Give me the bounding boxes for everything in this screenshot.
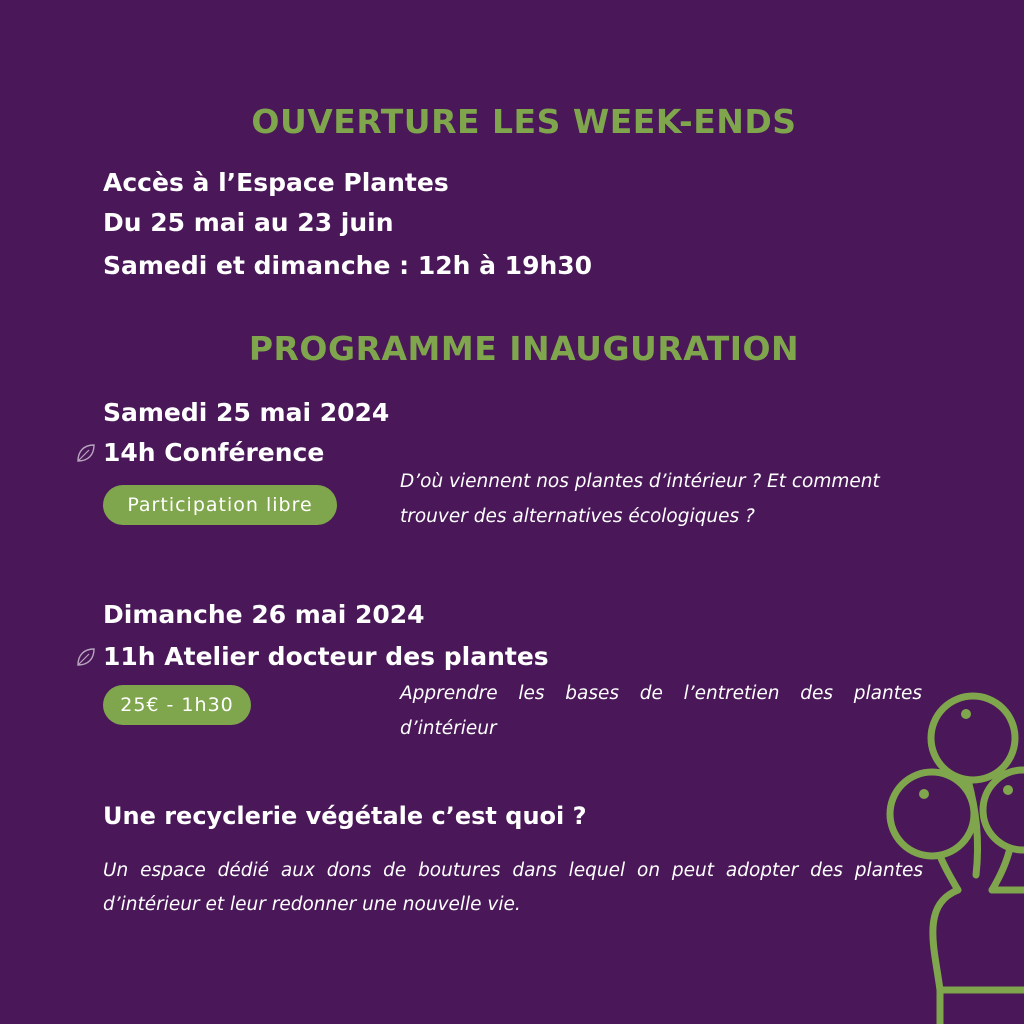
- recyclerie-question: Une recyclerie végétale c’est quoi ?: [103, 802, 587, 830]
- event-2-tag-badge: 25€ - 1h30: [103, 685, 251, 725]
- leaf-icon: [76, 443, 96, 463]
- program-title: PROGRAMME INAUGURATION: [248, 329, 800, 368]
- opening-line-dates: Du 25 mai au 23 juin: [103, 208, 394, 237]
- event-2-activity: 11h Atelier docteur des plantes: [103, 642, 549, 671]
- opening-title: OUVERTURE LES WEEK-ENDS: [251, 102, 797, 141]
- opening-line-access: Accès à l’Espace Plantes: [103, 168, 449, 197]
- event-1-description: D’où viennent nos plantes d’intérieur ? Et comment trouver des alternatives écologiques ?: [400, 471, 880, 527]
- event-2-date: Dimanche 26 mai 2024: [103, 600, 425, 629]
- event-1-tag-badge: Participation libre: [103, 485, 337, 525]
- event-1-activity: 14h Conférence: [103, 438, 325, 467]
- opening-line-hours: Samedi et dimanche : 12h à 19h30: [103, 251, 593, 280]
- leaf-icon: [76, 647, 96, 667]
- plant-pot-illustration: [880, 690, 1024, 1024]
- event-2-description: Apprendre les bases de l’entretien des plantes d’intérieur: [400, 683, 922, 739]
- recyclerie-text: Un espace dédié aux dons de boutures dans lequel on peut adopter des plantes d’intérieur et leur redonner une nouvelle vie.: [103, 860, 923, 915]
- event-1-date: Samedi 25 mai 2024: [103, 398, 390, 427]
